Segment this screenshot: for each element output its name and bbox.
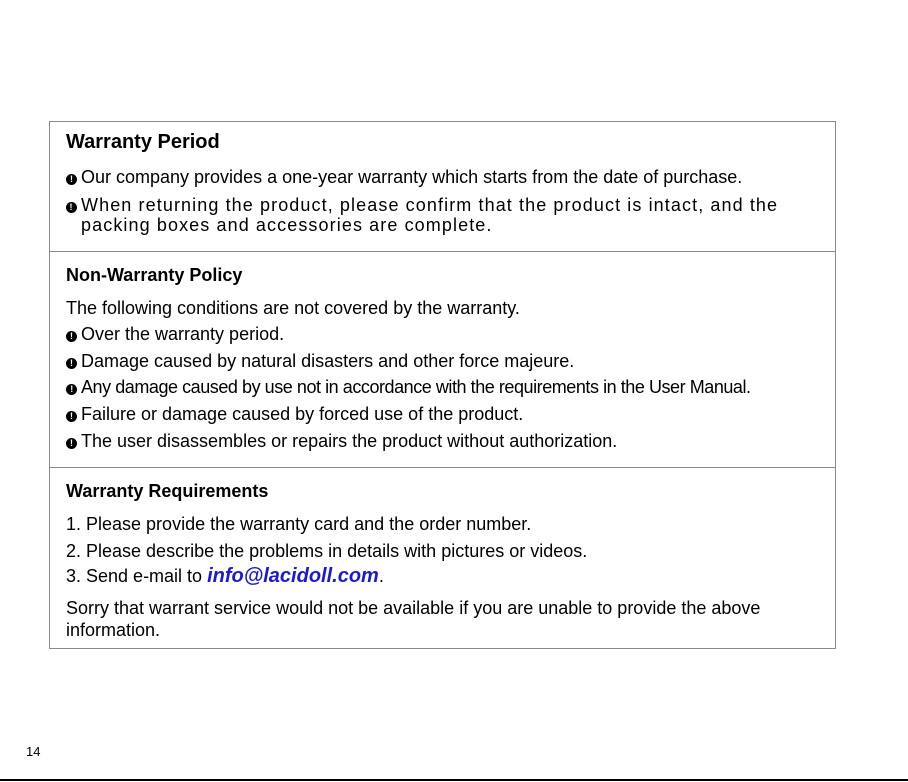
requirements-section (50, 468, 835, 649)
list-item: ! The user disassembles or repairs the product without authorization. (66, 431, 617, 451)
list-item: ! Over the warranty period. (66, 324, 284, 344)
exclamation-bullet-icon: ! (66, 384, 77, 395)
requirement-step: 2. Please describe the problems in details with pictures or videos. (66, 541, 588, 561)
exclamation-bullet-icon: ! (66, 358, 77, 369)
non-warranty-section (50, 252, 835, 468)
warranty-period-title: Warranty Period (66, 131, 220, 153)
requirements-note: Sorry that warrant service would not be available if you are unable to provide the above information. (66, 598, 761, 640)
exclamation-bullet-icon: ! (66, 331, 77, 342)
exclamation-bullet-icon: ! (66, 174, 77, 185)
page-number: 14 (26, 744, 41, 759)
exclamation-bullet-icon: ! (66, 438, 77, 449)
list-item: ! When returning the product, please confirm that the product is intact, and the (66, 195, 778, 215)
list-item: ! Any damage caused by use not in accordance with the requirements in the User Manual. (66, 377, 751, 397)
list-item: ! Damage caused by natural disasters and other force majeure. (66, 351, 574, 371)
list-item-continuation: packing boxes and accessories are complete. (81, 215, 493, 235)
exclamation-bullet-icon: ! (66, 202, 77, 213)
list-item: ! Failure or damage caused by forced use of the product. (66, 404, 523, 424)
requirement-step: 1. Please provide the warranty card and the order number. (66, 514, 532, 534)
email-link[interactable]: info@lacidoll.com (207, 565, 379, 587)
requirements-title: Warranty Requirements (66, 481, 269, 501)
list-item: ! Our company provides a one-year warranty which starts from the date of purchase. (66, 167, 742, 187)
bottom-rule (0, 779, 908, 781)
non-warranty-intro: The following conditions are not covered by the warranty. (66, 298, 520, 318)
warranty-period-section (50, 122, 835, 252)
non-warranty-title: Non-Warranty Policy (66, 265, 243, 285)
exclamation-bullet-icon: ! (66, 411, 77, 422)
requirement-step: 3. Send e-mail to info@lacidoll.com. (66, 565, 384, 587)
warranty-info-box (49, 121, 836, 649)
